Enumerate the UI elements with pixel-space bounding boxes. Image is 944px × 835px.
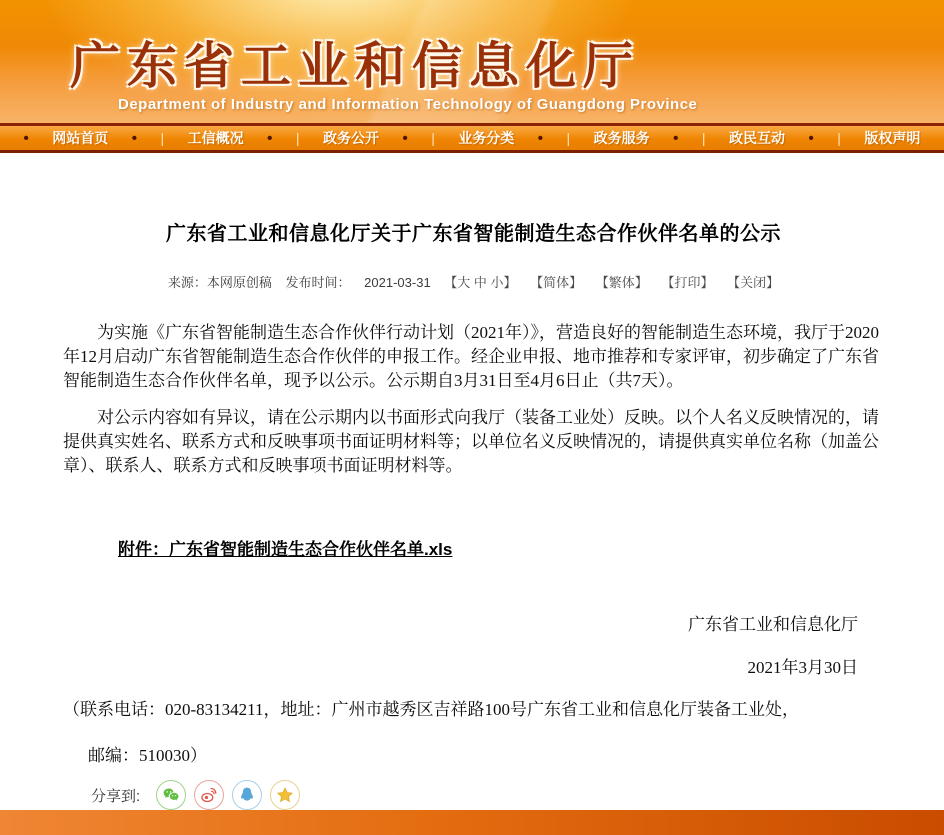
simplified-chinese-button[interactable]: 【简体】 bbox=[530, 275, 583, 290]
signature-date: 2021年3月30日 bbox=[747, 658, 858, 677]
qq-share-button[interactable] bbox=[232, 780, 262, 810]
share-label: 分享到: bbox=[91, 787, 141, 805]
print-button[interactable]: 【打印】 bbox=[661, 275, 714, 290]
nav-item-gov-disclosure[interactable]: 政务公开 bbox=[322, 130, 379, 146]
wechat-share-button[interactable] bbox=[156, 780, 186, 810]
nav-separator-pipe: | bbox=[295, 130, 300, 146]
nav-separator-pipe: | bbox=[566, 130, 571, 146]
signature-block bbox=[63, 610, 884, 678]
nav-separator-pipe: | bbox=[431, 130, 435, 146]
page-title: 广东省工业和信息化厅关于广东省智能制造生态合作伙伴名单的公示 bbox=[166, 223, 781, 245]
nav-item-copyright[interactable]: 版权声明 bbox=[864, 130, 921, 146]
nav-separator-dot: • bbox=[808, 129, 814, 147]
nav-item-gov-services[interactable]: 政务服务 bbox=[593, 130, 650, 146]
wechat-icon bbox=[161, 785, 181, 805]
attachment-link[interactable]: 附件：广东省智能制造生态合作伙伴名单.xls bbox=[118, 540, 453, 559]
paragraph-1: 为实施《广东省智能制造生态合作伙伴行动计划（2021年）》，营造良好的智能制造生态环境，我厅于2020年12月启动广东省智能制造生态合作伙伴的申报工作。经企业申报、地市推荐和专家评审，初步确定了广东省智能制造生态合作伙伴名单，现予以公示。公示期自3月31日至4月6日止（共7天）。 bbox=[63, 323, 879, 390]
contact-info bbox=[63, 695, 884, 766]
main-nav bbox=[0, 126, 944, 153]
meta-publish-date: 2021-03-31 bbox=[364, 275, 431, 290]
nav-separator-dot: • bbox=[267, 129, 273, 147]
nav-separator-pipe: | bbox=[160, 130, 165, 146]
nav-item-overview[interactable]: 工信概况 bbox=[187, 130, 244, 146]
nav-item-home[interactable]: 网站首页 bbox=[52, 130, 109, 146]
meta-source: 来源：本网原创稿 bbox=[167, 275, 272, 290]
nav-separator-dot: • bbox=[537, 129, 544, 147]
article-body bbox=[63, 321, 884, 478]
article-meta bbox=[63, 272, 884, 291]
qzone-share-button[interactable] bbox=[270, 780, 300, 810]
traditional-chinese-button[interactable]: 【繁体】 bbox=[595, 275, 648, 290]
font-size-control[interactable]: 【大 中 小】 bbox=[444, 275, 517, 290]
site-subtitle-english: Department of Industry and Information Technology of Guangdong Province bbox=[118, 96, 698, 113]
contact-line-1: （联系电话：020-83134211，地址：广州市越秀区吉祥路100号广东省工业和信息化厅装备工业处， bbox=[63, 700, 800, 719]
meta-publish-label: 发布时间： bbox=[285, 275, 351, 290]
footer-bar bbox=[0, 810, 944, 835]
nav-separator-dot: • bbox=[402, 129, 408, 147]
nav-item-business-categories[interactable]: 业务分类 bbox=[458, 130, 515, 146]
signature-org: 广东省工业和信息化厅 bbox=[688, 615, 858, 634]
nav-separator-dot: • bbox=[673, 129, 679, 147]
paragraph-2: 对公示内容如有异议，请在公示期内以书面形式向我厅（装备工业处）反映。以个人名义反映情况的，请提供真实姓名、联系方式和反映事项书面证明材料等；以单位名义反映情况的，请提供真实单位名称（加盖公章）、联系人、联系方式和反映事项书面证明材料等。 bbox=[63, 408, 879, 475]
nav-separator-dot: • bbox=[23, 129, 29, 147]
article-content bbox=[0, 217, 944, 810]
weibo-share-button[interactable] bbox=[194, 780, 224, 810]
weibo-icon bbox=[199, 785, 219, 805]
nav-item-public-interaction[interactable]: 政民互动 bbox=[729, 130, 786, 146]
site-banner bbox=[0, 0, 944, 126]
contact-line-2: 邮编：510030） bbox=[88, 746, 207, 765]
site-title: 广东省工业和信息化厅 bbox=[70, 38, 640, 94]
nav-separator-dot: • bbox=[131, 129, 137, 147]
nav-separator-pipe: | bbox=[837, 130, 841, 146]
nav-separator-pipe: | bbox=[701, 130, 706, 146]
qzone-star-icon bbox=[275, 785, 295, 805]
qq-icon bbox=[237, 785, 257, 805]
close-button[interactable]: 【关闭】 bbox=[727, 275, 780, 290]
share-bar bbox=[91, 780, 884, 810]
